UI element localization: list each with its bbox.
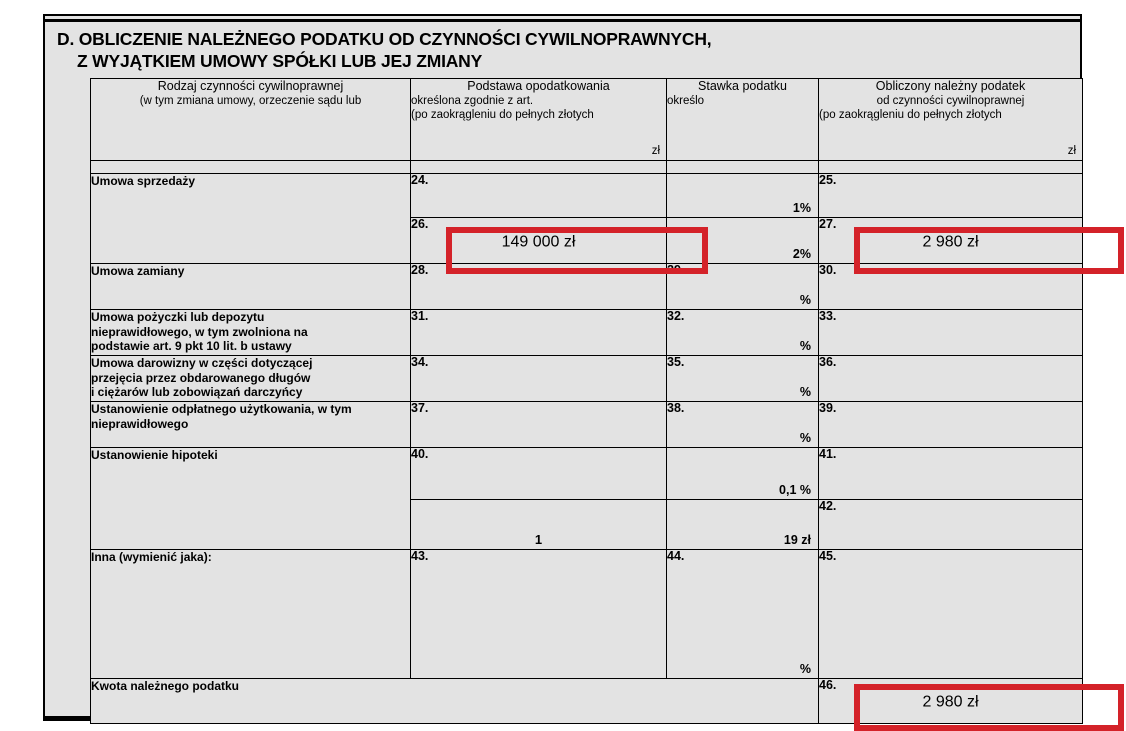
- spacer-cell-rate: [667, 161, 819, 174]
- field-29-number: 29.: [667, 263, 685, 277]
- header-amount-sub-1: od czynności cywilnoprawnej: [876, 95, 1025, 107]
- field-28-base[interactable]: [411, 264, 667, 310]
- field-35-unit: %: [799, 385, 811, 399]
- tax-calculation-table: [90, 78, 1083, 724]
- header-base-sub-2: (po zaokrągleniu do pełnych złotych: [411, 109, 594, 121]
- rate-value-01pct: 0,1 %: [779, 483, 811, 497]
- table-row: [91, 448, 1083, 500]
- spacer-row: [91, 161, 1083, 174]
- section-heading-line-2: Z WYJĄTKIEM UMOWY SPÓŁKI LUB JEJ ZMIANY: [77, 51, 483, 71]
- table-row: [91, 356, 1083, 402]
- field-44-unit: %: [799, 662, 811, 676]
- rate-value-19zl: 19 zł: [783, 533, 811, 547]
- field-44-rate[interactable]: [667, 550, 819, 679]
- field-34-number: 34.: [411, 355, 429, 369]
- row-label-uzytkowanie: [91, 402, 411, 448]
- field-40-number: 40.: [411, 447, 429, 461]
- field-42-amount[interactable]: [819, 500, 1083, 550]
- spacer-cell-base: [411, 161, 667, 174]
- field-33-number: 33.: [819, 309, 837, 323]
- field-32-number: 32.: [667, 309, 685, 323]
- form-section-d: [43, 14, 1082, 721]
- row-label-line-3: i ciężarów lub zobowiązań darczyńcy: [91, 385, 303, 399]
- field-42-number: 42.: [819, 499, 837, 513]
- field-38-number: 38.: [667, 401, 685, 415]
- field-25-amount[interactable]: [819, 174, 1083, 218]
- field-27-value: 2 980 zł: [922, 232, 979, 250]
- row-label-line-2: nieprawidłowego: [91, 416, 189, 431]
- field-38-rate[interactable]: [667, 402, 819, 448]
- field-43-base[interactable]: [411, 550, 667, 679]
- field-39-amount[interactable]: [819, 402, 1083, 448]
- field-37-base[interactable]: [411, 402, 667, 448]
- field-26-number: 26.: [411, 217, 429, 231]
- row-label-umowa-zamiany: Umowa zamiany: [91, 264, 411, 310]
- field-33-amount[interactable]: [819, 310, 1083, 356]
- field-26-value: 149 000 zł: [501, 232, 576, 250]
- row-label-umowa-pozyczki: [91, 310, 411, 356]
- row-label-line-1: Ustanowienie odpłatnego użytkowania, w tym: [91, 402, 352, 416]
- field-25-number: 25.: [819, 173, 837, 187]
- header-base-sub-1: określona zgodnie z art.: [411, 95, 534, 107]
- field-rate-01pct: [667, 448, 819, 500]
- field-37-number: 37.: [411, 401, 429, 415]
- field-46-value: 2 980 zł: [922, 693, 979, 711]
- top-double-rule: [45, 19, 1080, 22]
- header-kind: [91, 79, 411, 161]
- header-rate-main: Stawka podatku: [698, 79, 787, 93]
- row-label-umowa-darowizny: [91, 356, 411, 402]
- field-hipoteka-count: [411, 500, 667, 550]
- field-45-amount[interactable]: [819, 550, 1083, 679]
- row-label-hipoteka: Ustanowienie hipoteki: [91, 448, 411, 550]
- field-46-number: 46.: [819, 678, 837, 692]
- hipoteka-count-value: 1: [534, 532, 543, 547]
- field-27-number: 27.: [819, 217, 837, 231]
- header-amount-sub-2: (po zaokrągleniu do pełnych złotych: [819, 109, 1002, 121]
- row-label-line-2: przejęcia przez obdarowanego długów: [91, 370, 311, 385]
- field-43-number: 43.: [411, 549, 429, 563]
- spacer-cell-amount: [819, 161, 1083, 174]
- field-41-number: 41.: [819, 447, 837, 461]
- field-46-total[interactable]: [819, 679, 1083, 724]
- field-39-number: 39.: [819, 401, 837, 415]
- rate-value-2pct: 2%: [792, 247, 811, 261]
- field-30-number: 30.: [819, 263, 837, 277]
- section-heading-line-1: D. OBLICZENIE NALEŻNEGO PODATKU OD CZYNNOŚCI CYWILNOPRAWNYCH,: [57, 29, 712, 49]
- table-row: [91, 310, 1083, 356]
- total-row: [91, 679, 1083, 724]
- row-label-inna[interactable]: Inna (wymienić jaka):: [91, 550, 411, 679]
- field-44-number: 44.: [667, 549, 685, 563]
- header-amount-unit: zł: [1067, 145, 1076, 157]
- rate-value-1pct: 1%: [792, 201, 811, 215]
- row-label-line-3: podstawie art. 9 pkt 10 lit. b ustawy: [91, 339, 292, 353]
- field-31-number: 31.: [411, 309, 429, 323]
- total-label: Kwota należnego podatku: [91, 679, 819, 724]
- spacer-cell-kind: [91, 161, 411, 174]
- field-26-base[interactable]: [411, 218, 667, 264]
- table-row: [91, 402, 1083, 448]
- field-24-number: 24.: [411, 173, 429, 187]
- field-36-number: 36.: [819, 355, 837, 369]
- field-rate-19zl: [667, 500, 819, 550]
- header-base-unit: zł: [651, 145, 660, 157]
- field-36-amount[interactable]: [819, 356, 1083, 402]
- header-rate: [667, 79, 819, 161]
- table-row: [91, 550, 1083, 679]
- field-27-amount[interactable]: [819, 218, 1083, 264]
- row-label-line-1: Umowa darowizny w części dotyczącej: [91, 356, 313, 370]
- row-label-line-1: Umowa pożyczki lub depozytu: [91, 310, 265, 324]
- row-label-umowa-sprzedazy: Umowa sprzedaży: [91, 174, 411, 264]
- page-title: [57, 28, 1067, 72]
- header-base-main: Podstawa opodatkowania: [467, 79, 610, 93]
- field-24-base[interactable]: [411, 174, 667, 218]
- field-34-base[interactable]: [411, 356, 667, 402]
- field-29-rate[interactable]: [667, 264, 819, 310]
- field-35-number: 35.: [667, 355, 685, 369]
- header-kind-main: Rodzaj czynności cywilnoprawnej: [157, 79, 344, 93]
- table-row: [91, 174, 1083, 218]
- header-rate-sub: określo: [667, 95, 705, 107]
- field-45-number: 45.: [819, 549, 837, 563]
- table-row: [91, 264, 1083, 310]
- field-rate-2pct: [667, 218, 819, 264]
- field-28-number: 28.: [411, 263, 429, 277]
- field-31-base[interactable]: [411, 310, 667, 356]
- field-35-rate[interactable]: [667, 356, 819, 402]
- header-amount: [819, 79, 1083, 161]
- field-30-amount[interactable]: [819, 264, 1083, 310]
- field-rate-1pct: [667, 174, 819, 218]
- field-38-unit: %: [799, 431, 811, 445]
- field-32-unit: %: [799, 339, 811, 353]
- field-29-unit: %: [799, 293, 811, 307]
- row-label-line-2: nieprawidłowego, w tym zwolniona na: [91, 324, 308, 339]
- table-header-row: [91, 79, 1083, 161]
- header-amount-main: Obliczony należny podatek: [875, 79, 1026, 93]
- header-kind-sub: (w tym zmiana umowy, orzeczenie sądu lub: [139, 95, 362, 107]
- field-40-base[interactable]: [411, 448, 667, 500]
- field-32-rate[interactable]: [667, 310, 819, 356]
- header-base: [411, 79, 667, 161]
- field-41-amount[interactable]: [819, 448, 1083, 500]
